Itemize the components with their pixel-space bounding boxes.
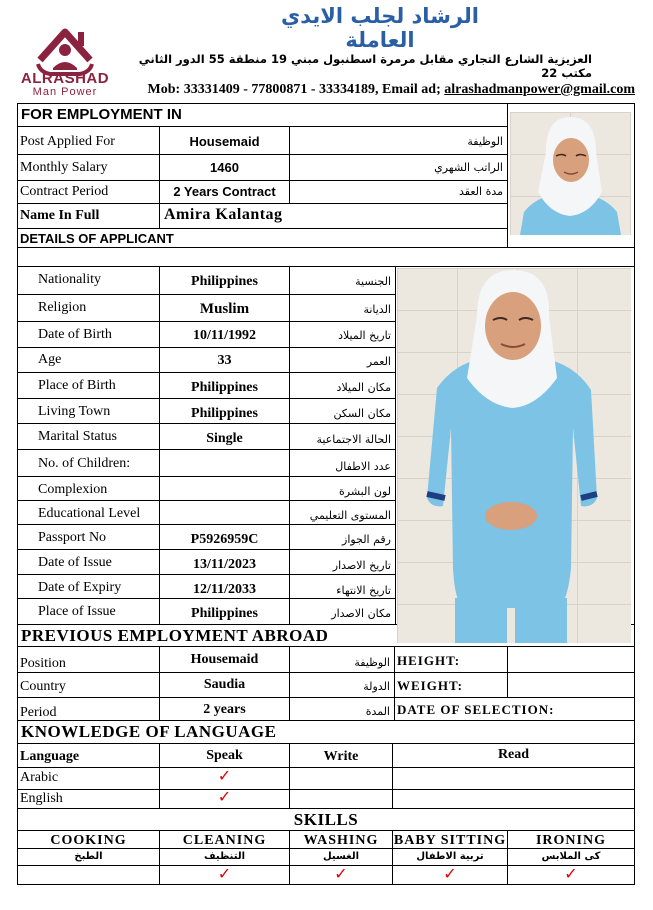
email-link[interactable]: alrashadmanpower@gmail.com: [444, 82, 635, 97]
detail-label-nationality: Nationality: [38, 272, 101, 287]
logo-subtitle: Man Power: [32, 86, 98, 98]
skill-baby-sitting-check: ✓: [443, 864, 457, 883]
detail-label-living-town: Living Town: [38, 404, 111, 419]
language-col-language: Language: [20, 749, 80, 764]
applicant-name: Amira Kalantag: [164, 206, 283, 223]
detail-label-issue-place: Place of Issue: [38, 604, 116, 619]
details-heading: DETAILS OF APPLICANT: [20, 231, 174, 246]
detail-ar-age: العمر: [366, 355, 391, 368]
detail-label-children: No. of Children:: [38, 456, 131, 471]
detail-ar-education: المستوى التعليمي: [309, 509, 391, 522]
previous-employment-heading: PREVIOUS EMPLOYMENT ABROAD: [21, 626, 329, 645]
detail-ar-nationality: الجنسية: [355, 275, 391, 288]
language-arabic: Arabic: [20, 770, 59, 785]
detail-label-passport: Passport No: [38, 530, 107, 545]
language-col-write: Write: [323, 749, 359, 764]
prev-period-ar: المدة: [365, 705, 390, 718]
detail-ar-issue-date: تاريخ الاصدار: [332, 559, 391, 572]
contract-value: 2 Years Contract: [173, 184, 276, 199]
skill-cleaning-check: ✓: [217, 864, 232, 883]
contact-line: [90, 82, 635, 98]
detail-ar-complexion: لون البشرة: [339, 485, 391, 498]
skill-cleaning-ar: التنظيف: [203, 851, 246, 862]
language-col-read: Read: [497, 747, 530, 762]
detail-ar-passport: رقم الجواز: [342, 533, 391, 546]
prev-position-ar: الوظيفة: [354, 656, 390, 669]
height-label: HEIGHT:: [397, 653, 461, 668]
skill-baby-sitting-ar: تربية الاطفال: [416, 851, 484, 862]
detail-ar-pob: مكان الميلاد: [336, 381, 391, 394]
skill-cooking: COOKING: [50, 833, 127, 848]
detail-ar-marital: الحالة الاجتماعية: [316, 433, 391, 446]
skill-ironing-check: ✓: [564, 864, 578, 883]
arabic-speak-check: ✓: [217, 766, 232, 785]
language-heading: KNOWLEDGE OF LANGUAGE: [21, 722, 277, 741]
detail-label-pob: Place of Birth: [38, 378, 116, 393]
detail-value-dob: 10/11/1992: [192, 328, 256, 343]
contract-label-ar: مدة العقد: [459, 185, 503, 198]
salary-label-ar: الراتب الشهري: [434, 161, 503, 174]
detail-value-issue-date: 13/11/2023: [192, 557, 256, 572]
language-col-speak: Speak: [206, 748, 243, 763]
detail-ar-religion: الديانة: [363, 303, 391, 316]
prev-country-label: Country: [20, 679, 66, 694]
prev-position-label: Position: [20, 656, 66, 671]
detail-value-passport: P5926959C: [190, 532, 259, 547]
name-label: Name In Full: [20, 208, 100, 223]
skill-cleaning: CLEANING: [182, 833, 267, 848]
skill-washing-check: ✓: [334, 864, 348, 883]
post-value: Housemaid: [189, 134, 260, 149]
prev-period-value: 2 years: [203, 702, 246, 717]
detail-value-age: 33: [217, 353, 232, 368]
prev-country-ar: الدولة: [363, 680, 390, 693]
skill-baby-sitting: BABY SITTING: [393, 833, 507, 848]
detail-value-marital: Single: [206, 431, 243, 446]
skill-washing-ar: الغسيل: [322, 851, 359, 862]
detail-ar-dob: تاريخ الميلاد: [338, 329, 391, 342]
skill-washing: WASHING: [303, 833, 379, 848]
company-address: العزيزية الشارع التجاري مقابل مرمرة اسطنبول مبني 19 منطقة 55 الدور الثاني مكتب 22: [138, 52, 592, 80]
detail-label-marital: Marital Status: [38, 429, 117, 444]
company-arabic-title: الرشاد لجلب الايدي العاملة: [280, 4, 479, 52]
detail-label-dob: Date of Birth: [38, 327, 112, 342]
detail-label-expiry-date: Date of Expiry: [38, 580, 122, 595]
skill-ironing: IRONING: [535, 833, 606, 848]
detail-value-living-town: Philippines: [191, 406, 258, 421]
prev-period-label: Period: [20, 705, 57, 720]
detail-value-expiry-date: 12/11/2033: [192, 582, 256, 597]
post-label: Post Applied For: [20, 134, 115, 149]
detail-label-age: Age: [38, 352, 62, 367]
detail-label-religion: Religion: [38, 300, 87, 315]
applicant-portrait-photo: [510, 112, 631, 235]
employment-heading: FOR EMPLOYMENT IN: [21, 106, 182, 123]
skills-heading: SKILLS: [293, 810, 359, 829]
prev-country-value: Saudia: [203, 677, 246, 692]
phone-numbers: Mob: 33331409 - 77800871 - 33334189, Email ad;: [147, 82, 445, 97]
post-label-ar: الوظيفة: [467, 135, 503, 148]
detail-label-complexion: Complexion: [38, 482, 108, 497]
detail-label-issue-date: Date of Issue: [38, 555, 112, 570]
salary-label: Monthly Salary: [20, 160, 108, 175]
detail-ar-issue-place: مكان الاصدار: [331, 607, 391, 620]
salary-value: 1460: [210, 160, 239, 175]
detail-ar-living-town: مكان السكن: [333, 407, 391, 420]
detail-ar-children: عدد الاطفال: [335, 460, 391, 473]
skill-ironing-ar: كى الملابس: [541, 851, 601, 862]
skill-cooking-ar: الطبخ: [74, 851, 103, 862]
english-speak-check: ✓: [217, 787, 232, 806]
language-english: English: [20, 791, 63, 806]
applicant-full-body-photo: [397, 268, 631, 643]
detail-label-education: Educational Level: [38, 506, 141, 521]
detail-value-issue-place: Philippines: [191, 606, 258, 621]
detail-ar-expiry-date: تاريخ الانتهاء: [336, 584, 391, 597]
detail-value-pob: Philippines: [191, 380, 258, 395]
contract-label: Contract Period: [20, 184, 109, 199]
detail-value-religion: Muslim: [199, 301, 250, 317]
weight-label: WEIGHT:: [397, 678, 463, 693]
detail-value-nationality: Philippines: [191, 274, 258, 289]
prev-position-value: Housemaid: [190, 652, 259, 667]
date-of-selection-label: DATE OF SELECTION:: [397, 702, 555, 717]
logo-name: ALRASHAD: [20, 70, 110, 87]
